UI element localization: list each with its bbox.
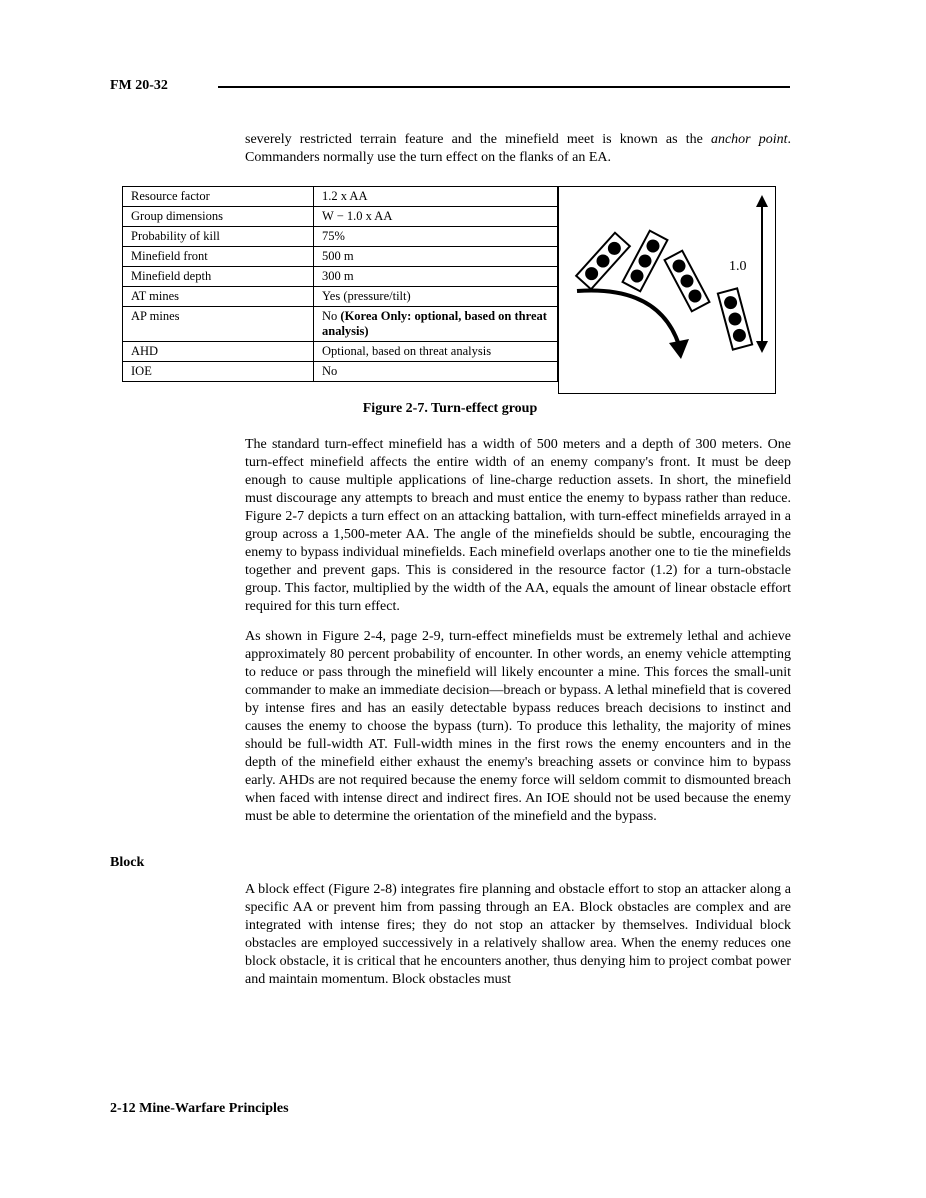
lead-paragraph (245, 131, 791, 167)
page-footer: 2-12 Mine-Warfare Principles (110, 1101, 289, 1116)
table-row (123, 287, 558, 307)
anchor-point-term: anchor point (710, 132, 788, 147)
body-paragraph: As shown in Figure 2-4, page 2-9, turn-effect minefields must be extremely lethal and achieve approximately 80 percent probability of encounter. In other words, an enemy vehicle attempting to reduce or pass through the minefield will likely encounter a mine. This forces the small-unit commander to make an immediate decision—breach or bypass. A lethal minefield that is covered by intense fires and has an easily detectable bypass reduces breach decisions to instinct and causes the enemy to choose the bypass (turn). To produce this lethality, the majority of mines should be full-width AT. Full-width mines in the first rows the enemy encounters and in the depth of the minefield either exhaust the enemy's breaching assets or convince him to bypass early. AHDs are not required because the enemy force will seldom commit to dismounted breach when faced with intense direct and indirect fires. An IOE should not be used because the enemy must be able to determine the orientation of the minefield and the bypass. (245, 629, 791, 824)
minefield-4 (718, 288, 752, 349)
row-label: Group dimensions (123, 207, 314, 227)
depth-arrow (756, 195, 768, 353)
row-value: No (314, 362, 558, 382)
table-row (123, 342, 558, 362)
table-row (123, 247, 558, 267)
row-value: 1.2 x AA (314, 187, 558, 207)
minefield-1 (576, 233, 630, 289)
row-value: Optional, based on threat analysis (314, 342, 558, 362)
minefield-graphic (559, 187, 777, 395)
row-value: Yes (pressure/tilt) (314, 287, 558, 307)
table-row (123, 307, 558, 342)
row-value (314, 307, 558, 342)
row-label: AHD (123, 342, 314, 362)
header-rule (218, 86, 790, 88)
lead-text-after: . Commanders normally use the turn effect on the flanks of an EA. (245, 132, 791, 165)
row-label: IOE (123, 362, 314, 382)
table-row (123, 187, 558, 207)
table-row (123, 267, 558, 287)
minefield-3 (665, 251, 710, 312)
row-label: Probability of kill (123, 227, 314, 247)
row-label: Minefield depth (123, 267, 314, 287)
table-row (123, 207, 558, 227)
row-label: AT mines (123, 287, 314, 307)
row-value: W − 1.0 x AA (314, 207, 558, 227)
turn-arrow (577, 290, 689, 359)
minefield-2 (623, 231, 668, 292)
depth-label: 1.0 (729, 259, 747, 274)
running-header: FM 20-32 (110, 78, 168, 93)
lead-text-before: severely restricted terrain feature and the minefield meet is known as the (245, 132, 711, 147)
row-label: AP mines (123, 307, 314, 342)
body-paragraph: The standard turn-effect minefield has a width of 500 meters and a depth of 300 meters. One turn-effect minefield affects the entire width of an enemy company's front. It must be deep enough to cause multiple applications of line-charge reduction assets. In short, the minefield must discourage any attempts to breach and must entice the enemy to bypass rather than reduce. Figure 2-7 depicts a turn effect on an attacking battalion, with turn-effect minefields arrayed in a group across a 1,500-meter AA. The angle of the minefields should be subtle, encouraging the enemy to bypass individual minefields. Each minefield overlaps another one to tie the minefields together and prevent gaps. This is considered in the resource factor (1.2) for a turn-obstacle group. This factor, multiplied by the width of the AA, equals the amount of linear obstacle effort required for this turn effect. (245, 437, 791, 614)
body-paragraph: A block effect (Figure 2-8) integrates fire planning and obstacle effort to stop an attacker along a specific AA or prevent him from passing through an EA. Block obstacles are complex and are integrated with intense fires; they do not stop an attacker by themselves. Individual block obstacles are employed successively in a relatively shallow area. When the enemy reduces one block obstacle, it is critical that he encounters another, thus denying him to project combat power and maintain momentum. Block obstacles must (245, 882, 791, 987)
table-row (123, 227, 558, 247)
turn-effect-diagram (558, 186, 776, 394)
row-label: Resource factor (123, 187, 314, 207)
section-heading: Block (110, 855, 145, 870)
row-value: 75% (314, 227, 558, 247)
figure-caption: Figure 2-7. Turn-effect group (362, 401, 538, 416)
ap-mines-value: No (322, 309, 341, 323)
row-value: 300 m (314, 267, 558, 287)
table-row (123, 362, 558, 382)
korea-note: (Korea Only: optional, based on threat analysis) (322, 309, 547, 338)
turn-effect-table (122, 186, 558, 382)
row-value: 500 m (314, 247, 558, 267)
row-label: Minefield front (123, 247, 314, 267)
